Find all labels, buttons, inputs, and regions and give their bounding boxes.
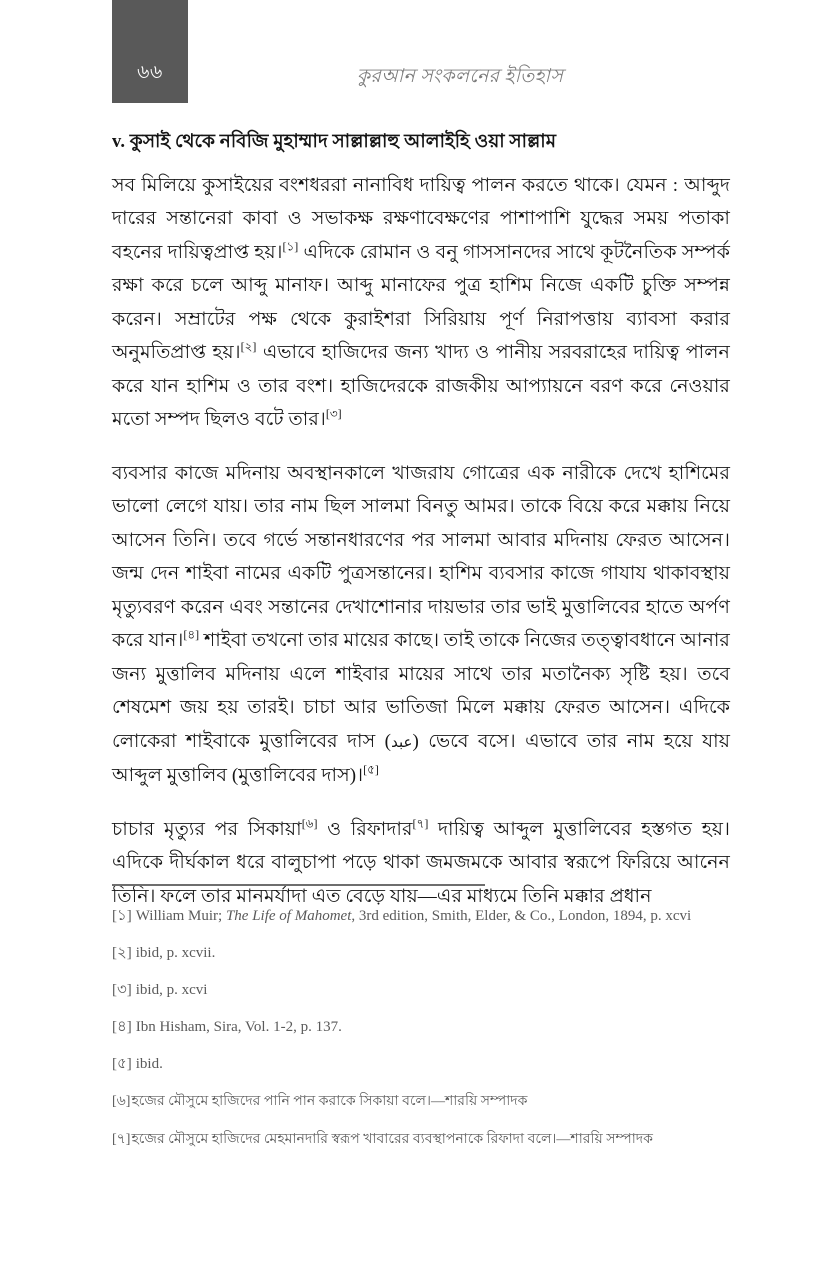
footnote-item: [112, 907, 732, 926]
page-number: ৬৬: [137, 62, 163, 83]
paragraph-2-text-a: ব্যবসার কাজে মদিনায় অবস্থানকালে খাজরায গোত্রের এক নারীকে দেখে হাশিমের ভালো লেগে যায়। তার নাম ছিল সালমা বিনতু আমর। তাকে বিয়ে করে মক্কায় নিয়ে আসেন তিনি। তবে গর্ভে সন্তানধারণের পর সালমা আবার মদিনায় ফেরত আসেন। জন্ম দেন শাইবা নামের একটি পুত্রসন্তানের। হাশিম ব্যবসার কাজে গাযায থাকাবস্থায় মৃত্যুবরণ করেন এবং সন্তানের দেখাশোনার দায়ভার তার ভাই মুত্তালিবের হাতে অর্পণ করে যান।: [112, 462, 730, 652]
footnote-item: [112, 1055, 732, 1074]
footnote-text: ibid, p. xcvii.: [135, 945, 216, 961]
footnote-number[interactable]: [২]: [112, 945, 132, 961]
footnote-text: Ibn Hisham, Sira, Vol. 1-2, p. 137.: [135, 1019, 342, 1035]
footnote-ref-1[interactable]: [১]: [282, 239, 299, 254]
paragraph-1-text-c: এভাবে হাজিদের জন্য খাদ্য ও পানীয় সরবরাহের দায়িত্ব পালন করে যান হাশিম ও তার বংশ। হাজিদেরকে রাজকীয় আপ্যায়নে বরণ করে নেওয়ার মতো সম্পদ ছিলও বটে তার।: [112, 342, 730, 431]
footnote-text: William Muir;: [135, 908, 226, 924]
paragraph-2-text-b: শাইবা তখনো তার মায়ের কাছে। তাই তাকে নিজের তত্ত্বাবধানে আনার জন্য মুত্তালিব মদিনায় এলে শাইবার মায়ের সাথে তার মতানৈক্য সৃষ্টি হয়। তবে শেষমেশ জয় হয় তারই। চাচা আর ভাতিজা মিলে মক্কায় ফেরত আসেন। এদিকে লোকেরা শাইবাকে মুত্তালিবের দাস (: [112, 630, 730, 752]
footnote-separator: [112, 884, 485, 886]
footnote-ref-2[interactable]: [২]: [240, 340, 257, 355]
footnote-number[interactable]: [৩]: [112, 982, 132, 998]
paragraph-2-text-c: ) ভেবে বসে। এভাবে তার নাম হয়ে যায় আব্দুল মুত্তালিব (মুত্তালিবের দাস)।: [112, 730, 730, 787]
running-head: কুরআন সংকলনের ইতিহাস: [356, 66, 564, 87]
paragraph-3-text-b: ও রিফাদার: [317, 818, 413, 840]
footnote-text: ibid.: [135, 1056, 163, 1072]
footnote-number[interactable]: [৪]: [112, 1019, 132, 1035]
paragraph-1-text-b: এদিকে রোমান ও বনু গাসসানদের সাথে কূটনৈতিক সম্পর্ক রক্ষা করে চলে আব্দু মানাফ। আব্দু মানাফের পুত্র হাশিম নিজে একটি চুক্তি সম্পন্ন করেন। সম্রাটের পক্ষ থেকে কুরাইশরা সিরিয়ায় পূর্ণ নিরাপত্তায় ব্যাবসা করার অনুমতিপ্রাপ্ত হয়।: [112, 241, 731, 364]
footnote-number[interactable]: [১]: [112, 908, 132, 924]
footnote-list: [112, 907, 732, 1168]
paragraph-2: [112, 457, 730, 793]
paragraph-3-text-a: চাচার মৃত্যুর পর সিকায়া: [112, 818, 302, 840]
footnote-item: [112, 1018, 732, 1037]
footnote-item: [112, 944, 732, 963]
footnote-text: ibid, p. xcvi: [135, 982, 208, 998]
paragraph-1-text-a: সব মিলিয়ে কুসাইয়ের বংশধররা নানাবিধ দায়িত্ব পালন করতে থাকে। যেমন : আব্দুদ দারের সন্তানেরা কাবা ও সভাকক্ষ রক্ষণাবেক্ষণের পাশাপাশি যুদ্ধের সময় পতাকা বহনের দায়িত্বপ্রাপ্ত হয়।: [112, 174, 730, 263]
paragraph-3-text-c: দায়িত্ব আব্দুল মুত্তালিবের হস্তগত হয়। এদিকে দীর্ঘকাল ধরে বালুচাপা পড়ে থাকা জমজমকে আবার স্বরূপে ফিরিয়ে আনেন তিনি। ফলে তার মানমর্যাদা এত বেড়ে যায়—এর মাধ্যমে তিনি মক্কার প্রধান: [112, 818, 730, 907]
footnote-number[interactable]: [৬]: [112, 1094, 131, 1109]
footnote-text-tail: , 3rd edition, Smith, Elder, & Co., London, 1894, p. xcvi: [351, 908, 692, 924]
footnote-text: হজের মৌসুমে হাজিদের মেহমানদারি স্বরূপ খাবারের ব্যবস্থাপনাকে রিফাদা বলে।—শারয়ি সম্পাদক: [131, 1132, 653, 1147]
footnote-ref-4[interactable]: [৪]: [183, 628, 200, 643]
footnote-number[interactable]: [৭]: [112, 1132, 131, 1147]
section-heading: v. কুসাই থেকে নবিজি মুহাম্মাদ সাল্লাল্লাহু আলাইহি ওয়া সাল্লাম: [112, 132, 557, 152]
footnote-title-italic: The Life of Mahomet: [225, 908, 352, 924]
arabic-term-abd: عبد: [391, 732, 413, 751]
footnote-ref-6[interactable]: [৬]: [301, 816, 318, 831]
footnote-item: [112, 981, 732, 1000]
footnote-item: [112, 1130, 732, 1150]
footnote-ref-3[interactable]: [৩]: [325, 407, 342, 422]
footnote-number[interactable]: [৫]: [112, 1056, 132, 1072]
footnote-text: হজের মৌসুমে হাজিদের পানি পান করাকে সিকায়া বলে।—শারয়ি সম্পাদক: [131, 1094, 528, 1109]
footnote-ref-7[interactable]: [৭]: [412, 816, 429, 831]
body-column: [112, 130, 730, 913]
paragraph-1: [112, 169, 730, 437]
paragraph-3: [112, 813, 730, 914]
footnote-ref-5[interactable]: [৫]: [363, 763, 379, 778]
footnote-item: [112, 1092, 732, 1112]
page-number-box: [112, 0, 188, 103]
